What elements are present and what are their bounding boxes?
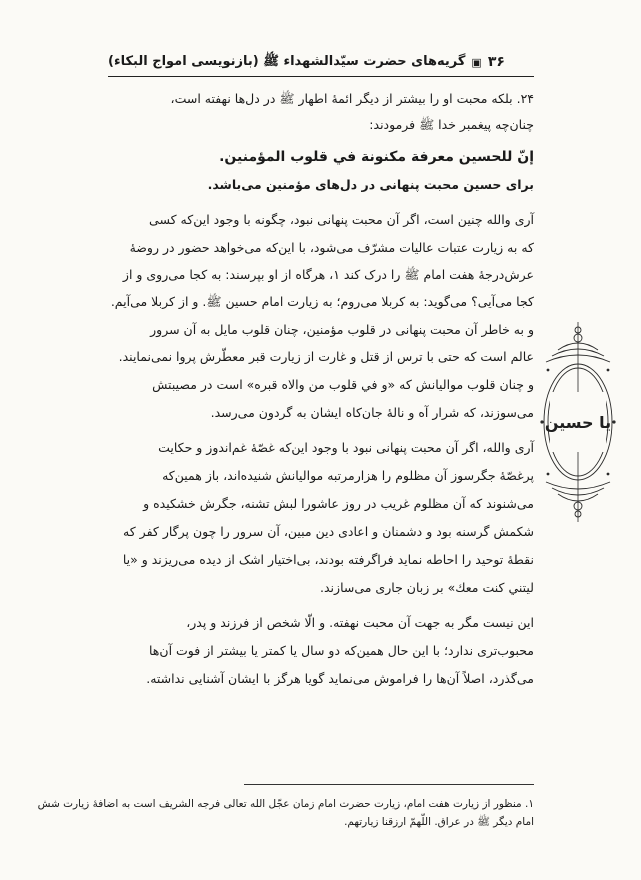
page-number: ۳۶ (487, 54, 505, 70)
body-line-20: محبوب‌تری ندارد؛ با این حال همین‌که دو سال یا کمتر یا بیشتر از فوت آن‌ها (149, 643, 534, 658)
footnote-line-2: امام دیگر ﷺ در عراق. اللّهمّ ارزقنا زیارتهم. (344, 816, 534, 828)
body-line-1: ۲۴. بلکه محبت او را بیشتر از دیگر ائمهٔ اطهار ﷺ در دل‌ها نهفته است، (170, 91, 534, 106)
body-line-5: آری والله چنین است، اگر آن محبت پنهانی نبود، چگونه با وجود این‌که کسی (149, 212, 534, 227)
body-line-21: می‌گذرد، اصلاً آن‌ها را فراموش می‌نماید گویا هرگز با ایشان آشنایی نداشته. (146, 671, 534, 686)
body-line-16: شکمش گرسنه بود و دشمنان و اعادی دین مبین، آن سرور را چون پرگار کفر که (123, 524, 534, 539)
arabic-hadith: إنّ للحسین معرفة مکنونة في قلوب المؤمنین. (219, 149, 534, 165)
ornament-calligraphy: یا حسین (544, 413, 612, 432)
footnote-rule (244, 784, 534, 785)
body-line-18: لیتني کنت معك» بر زبان جاری می‌سازند. (320, 580, 534, 595)
running-header (108, 50, 533, 74)
body-line-14: پرغصّهٔ جگرسوز آن مظلوم را هزارمرتبه موالیانش شنیده‌اند، باز همین‌که (162, 468, 534, 483)
body-line-15: می‌شنوند که آن مظلوم غریب در روز عاشورا لبش تشنه، جگرش خشکیده و (143, 496, 534, 511)
body-line-8: کجا می‌آیی؟ می‌گوید: به کربلا می‌روم؛ به زیارت امام حسین ﷺ. و از کربلا می‌آیم. (110, 294, 534, 309)
header-square-icon: ▣ (471, 55, 482, 69)
body-line-9: و به خاطر آن محبت پنهانی در قلوب مؤمنین، چنان قلوب مایل به آن سرور (150, 322, 534, 337)
footnote-line-1: ۱. منظور از زیارت هفت امام، زیارت حضرت امام زمان عجّل الله تعالی فرجه الشریف است به اضافهٔ زیارت شش (37, 798, 534, 810)
body-line-10: عالم است که حتی با ترس از قتل و غارت از زیارت قبر معطّرش پروا نمی‌نمایند. (118, 349, 534, 364)
body-line-12: می‌سوزند، که شرار آه و نالهٔ جان‌کاه ایشان به گردون می‌رسد. (210, 405, 534, 420)
header-title: گریه‌های حضرت سیّدالشهداء ﷺ (بازنویسی امواج البکاء) (108, 53, 466, 69)
hadith-translation: برای حسین محبت پنهانی در دل‌های مؤمنین می‌باشد. (207, 177, 534, 192)
header-rule (108, 76, 534, 77)
ya-hussain-ornament (538, 322, 618, 522)
body-line-6: که به زیارت عتبات عالیات مشرّف می‌شود، با این‌که می‌خواهد حضور در روضهٔ (129, 240, 534, 255)
body-line-17: نقطهٔ توحید را احاطه نماید فراگرفته بودند، بی‌اختیار اشک از دیده می‌ریزند و «یا (122, 552, 534, 567)
body-line-19: این نیست مگر به جهت آن محبت نهفته. و الّا شخص از فرزند و پدر، (186, 615, 534, 630)
body-line-13: آری والله، اگر آن محبت پنهانی نبود با وجود این‌که غصّهٔ غم‌اندوز و حکایت (158, 440, 534, 455)
body-line-11: و چنان قلوب موالیانش که «و في قلوب من والاه قبره» است در مصیبتش (152, 377, 534, 392)
body-line-2: چنان‌چه پیغمبر خدا ﷺ فرمودند: (369, 117, 534, 132)
body-line-7: عرش‌درجهٔ هفت امام ﷺ را درک کند ۱، هرگاه از او بپرسند: به کجا می‌روی و از (122, 267, 534, 282)
